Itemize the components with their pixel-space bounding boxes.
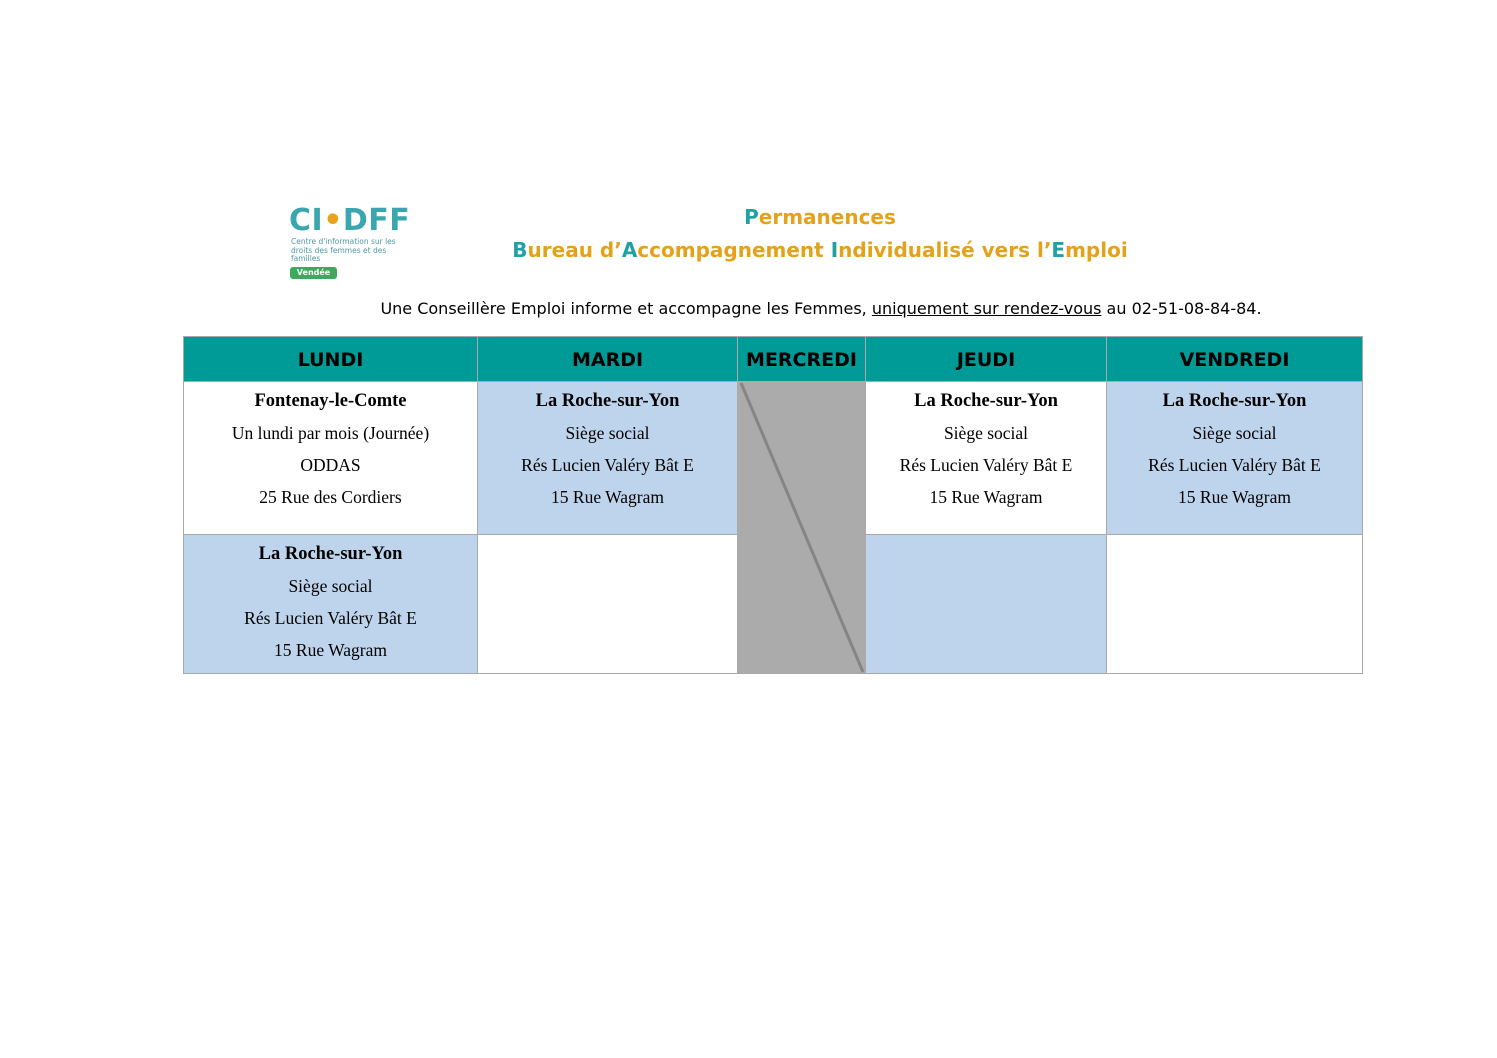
address-line: 15 Rue Wagram <box>929 487 1043 507</box>
address-line: Rés Lucien Valéry Bât E <box>899 455 1073 475</box>
logo-wordmark: CI•DFF <box>289 203 411 238</box>
day-header-vendredi: VENDREDI <box>1106 336 1363 382</box>
page-subtitle: Bureau d’Accompagnement Individualisé vers l’Emploi <box>512 238 1128 262</box>
schedule-cell-lundi-1 <box>183 382 477 535</box>
logo-badge: Vendée <box>290 267 337 279</box>
schedule-cell-vendredi-2 <box>1106 535 1363 674</box>
address-line: 15 Rue Wagram <box>274 640 387 660</box>
address-line: Siège social <box>943 423 1029 443</box>
day-header-lundi: LUNDI <box>183 336 477 382</box>
address-line: Un lundi par mois (Journée) <box>231 423 430 443</box>
address-line: 15 Rue Wagram <box>551 487 664 507</box>
address-line: Rés Lucien Valéry Bât E <box>1148 455 1321 475</box>
address-line: Siège social <box>288 576 373 596</box>
address-line: Rés Lucien Valéry Bât E <box>521 455 694 475</box>
closed-diagonal-line <box>738 382 866 674</box>
address-line: ODDAS <box>300 455 361 475</box>
location-name: La Roche-sur-Yon <box>914 391 1058 411</box>
day-header-mardi: MARDI <box>477 336 737 382</box>
logo-subtitle: Centre d'information sur les droits des femmes et des familles <box>291 237 396 263</box>
address-line: Siège social <box>1192 423 1277 443</box>
cidff-logo <box>287 203 411 281</box>
address-line: 25 Rue des Cordiers <box>259 487 402 507</box>
wednesday-closed <box>737 382 865 674</box>
schedule-table <box>183 336 1363 674</box>
location-name: La Roche-sur-Yon <box>1162 391 1307 411</box>
schedule-cell-vendredi-1 <box>1106 382 1363 535</box>
page-title: Permanences <box>744 205 896 229</box>
address-line: Rés Lucien Valéry Bât E <box>244 608 417 628</box>
location-name: La Roche-sur-Yon <box>535 391 680 411</box>
intro-text: Une Conseillère Emploi informe et accompagne les Femmes, uniquement sur rendez-vous au 02-51-08-84-84. <box>380 299 1262 318</box>
location-name: Fontenay-le-Comte <box>254 391 407 411</box>
schedule-cell-jeudi-1 <box>865 382 1106 535</box>
address-line: Siège social <box>565 423 650 443</box>
schedule-cell-mardi-2 <box>477 535 737 674</box>
schedule-header-row <box>183 336 1363 382</box>
appointment-note: uniquement sur rendez-vous <box>871 299 1102 318</box>
location-name: La Roche-sur-Yon <box>258 544 403 564</box>
schedule-cell-jeudi-2 <box>865 535 1106 674</box>
address-line: 15 Rue Wagram <box>1178 487 1291 507</box>
schedule-cell-lundi-2 <box>183 535 477 674</box>
day-header-mercredi: MERCREDI <box>737 336 865 382</box>
day-header-jeudi: JEUDI <box>865 336 1106 382</box>
schedule-cell-mardi-1 <box>477 382 737 535</box>
